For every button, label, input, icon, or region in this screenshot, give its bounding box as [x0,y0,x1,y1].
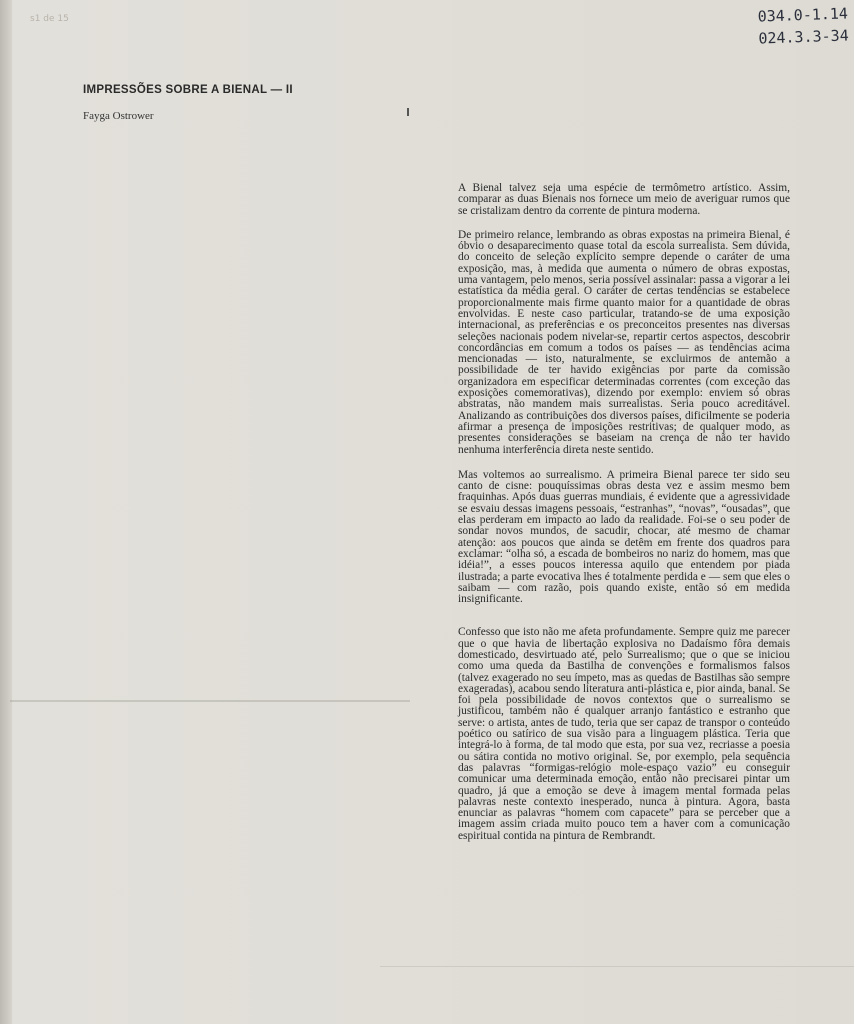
paragraph-2: De primeiro relance, lembrando as obras expostas na primeira Bienal, é óbvio o desaparecimento quase total da escola surrealista. Sem dúvida, do conceito de seleção explícito sempre depende o caráter de uma exposição, mas, à medida que aumenta o número de obras expostas, uma vantagem, pelo menos, seria possível assinalar: passa a vigorar a lei estatística da média geral. O caráter de certas tendências se estabelece proporcionalmente mais firme quanto maior for a quantidade de obras envolvidas. E neste caso particular, tratando-se de uma exposição internacional, as preferências e os preconceitos presentes nas diversas seleções nacionais podem nivelar-se, repartir certos aspectos, descobrir concordâncias em comum a todos os países — as tendências acima mencionadas — isto, naturalmente, se excluirmos de antemão a possibilidade de ter havido exigências por parte da comissão organizadora em especificar determinadas correntes (com exceção das exposições comemorativas), dizendo por exemplo: enviem só obras abstratas, não mandem mais surrealistas. Seria pouco acreditável. Analizando as contribuições dos diversos países, dificilmente se poderia afirmar a presença de imposições restritivas; de qualquer modo, as presentes considerações se baseiam na crença de não ter havido nenhuma interferência direta neste sentido. [458,228,790,456]
paragraph-4: Confesso que isto não me afeta profundamente. Sempre quiz me parecer que o que havia de libertação explosiva no Dadaísmo fôra demais domesticado, desvirtuado até, pelo Surrealismo; que o que se iniciou como uma queda da Bastilha de convenções e formalismos falsos (talvez exagerado no seu ímpeto, mas as quedas de Bastilhas são sempre exageradas), acabou sendo literatura anti-plástica e, pior ainda, banal. Se foi pela possibilidade de novos contextos que o surrealismo se justificou, também não é qualquer arranjo fantástico e estranho que serve: o artista, antes de tudo, teria que ser capaz de transpor o conteúdo poético ou satírico de sua visão para a linguagem plástica. Teria que integrá-lo à forma, de tal modo que esta, por sua vez, recriasse a poesia ou sátira contida no motivo original. Se, por exemplo, pela sequência das palavras “formigas-relógio mole-espaço vazio” eu conseguir comunicar uma determinada emoção, então não precisarei pintar um quadro, já que a emoção se deve à imagem mental formada pelas palavras neste contexto inesperado, nunca à pintura. Agora, basta enunciar as palavras “homem com capacete” para se perceber que a imagem assim criada muito pouco tem a haver com a comunicação espiritual contida na pintura de Rembrandt. [458,626,790,842]
printer-tick-mark [407,108,409,116]
faint-corner-mark: s1 de 15 [30,14,69,24]
article-body [458,183,790,842]
archive-codes [757,2,849,49]
paragraph-3: Mas voltemos ao surrealismo. A primeira Bienal parece ter sido seu canto de cisne: pouquíssimas obras desta vez e assim mesmo bem fraquinhas. Após duas guerras mundiais, é evidente que a agressividade se esvaiu dessas imagens pessoais, “estranhas”, “novas”, “ousadas”, que elas perderam em impacto ao lado da realidade. Foi-se o seu poder de sondar novos mundos, de sacudir, chocar, até mesmo de chamar atenção: aos poucos que ainda se detêm em frente dos quadros para exclamar: “olha só, a escada de bombeiros no nariz do homem, mas que idéia!”, a esses poucos interessa aquilo que entendem por piada ilustrada; a parte evocativa lhes é totalmente perdida e — sem que eles o saibam — com razão, pois quando existe, então só em medida insignificante. [458,468,790,606]
archive-code-2: 024.3.3-34 [757,26,849,48]
paragraph-1: A Bienal talvez seja uma espécie de termômetro artístico. Assim, comparar as duas Bienais nos fornece um meio de averiguar rumos que se cristalizam dentro da corrente de pintura moderna. [458,182,790,217]
paper-crease [380,966,854,967]
archive-code-1: 034.0-1.14 [757,4,848,26]
article-title: IMPRESSÕES SOBRE A BIENAL — II [83,84,293,96]
page-edge-shadow [0,0,12,1024]
paper-fold-line [10,700,410,702]
article-author: Fayga Ostrower [83,110,154,122]
